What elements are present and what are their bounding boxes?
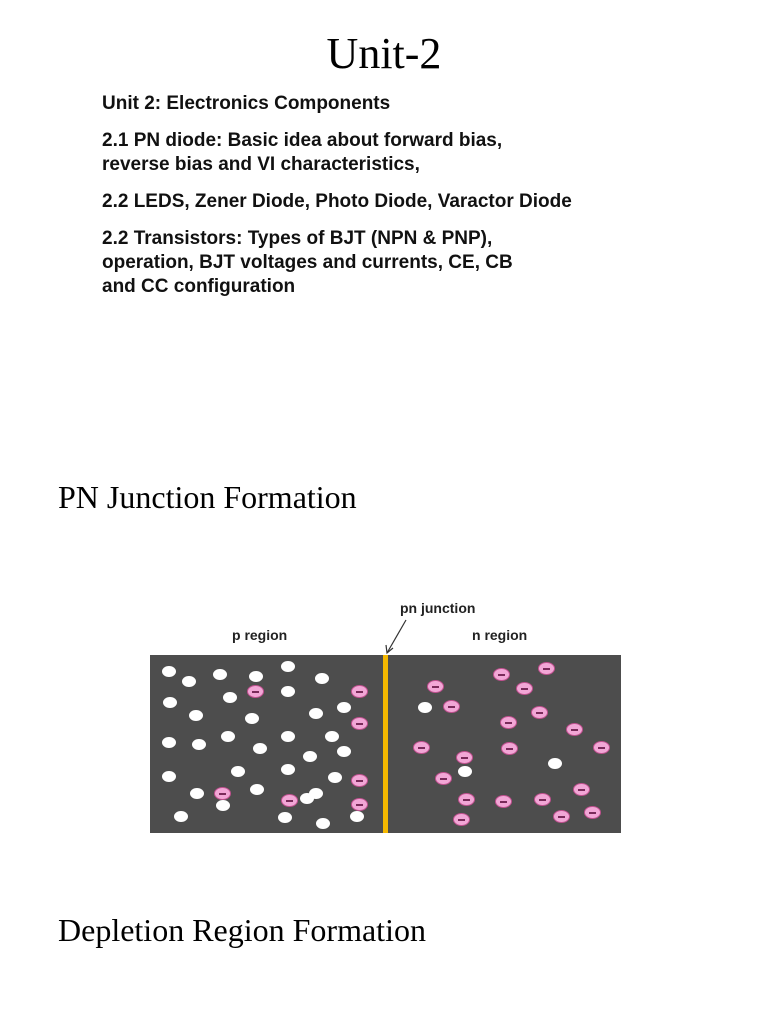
hole-carrier — [458, 766, 472, 777]
hole-carrier — [281, 764, 295, 775]
hole-carrier — [245, 713, 259, 724]
hole-carrier — [253, 743, 267, 754]
negative-ion — [281, 794, 298, 807]
negative-ion — [553, 810, 570, 823]
negative-ion — [573, 783, 590, 796]
negative-ion — [538, 662, 555, 675]
hole-carrier — [162, 666, 176, 677]
negative-ion — [351, 798, 368, 811]
hole-carrier — [309, 708, 323, 719]
hole-carrier — [190, 788, 204, 799]
pn-junction-diagram — [150, 596, 622, 836]
n-region-label: n region — [472, 627, 528, 643]
negative-ion — [427, 680, 444, 693]
hole-carrier — [281, 686, 295, 697]
hole-carrier — [281, 661, 295, 672]
syllabus-line: 2.2 Transistors: Types of BJT (NPN & PNP), — [102, 228, 493, 249]
hole-carrier — [216, 800, 230, 811]
syllabus-item — [102, 227, 702, 299]
hole-carrier — [162, 737, 176, 748]
syllabus-line: 2.2 LEDS, Zener Diode, Photo Diode, Varactor Diode — [102, 191, 572, 212]
pn-junction-heading: PN Junction Formation — [58, 479, 357, 515]
hole-carrier — [223, 692, 237, 703]
negative-ion — [413, 741, 430, 754]
hole-carrier — [278, 812, 292, 823]
hole-carrier — [316, 818, 330, 829]
negative-ion — [501, 742, 518, 755]
hole-carrier — [315, 673, 329, 684]
hole-carrier — [221, 731, 235, 742]
negative-ion — [443, 700, 460, 713]
hole-carrier — [192, 739, 206, 750]
hole-carrier — [231, 766, 245, 777]
syllabus-block — [102, 92, 702, 312]
negative-ion — [495, 795, 512, 808]
syllabus-line: reverse bias and VI characteristics, — [102, 154, 420, 175]
junction-line — [383, 655, 388, 833]
hole-carrier — [325, 731, 339, 742]
negative-ion — [435, 772, 452, 785]
depletion-region-heading: Depletion Region Formation — [58, 912, 426, 948]
hole-carrier — [303, 751, 317, 762]
hole-carrier — [328, 772, 342, 783]
hole-carrier — [281, 731, 295, 742]
negative-ion — [566, 723, 583, 736]
page-title: Unit-2 — [326, 29, 442, 78]
negative-ion — [584, 806, 601, 819]
hole-carrier — [337, 702, 351, 713]
hole-carrier — [249, 671, 263, 682]
syllabus-item — [102, 92, 702, 116]
syllabus-line: 2.1 PN diode: Basic idea about forward bias, — [102, 130, 503, 151]
syllabus-line: Unit 2: Electronics Components — [102, 93, 391, 114]
hole-carrier — [189, 710, 203, 721]
negative-ion — [214, 787, 231, 800]
hole-carrier — [182, 676, 196, 687]
negative-ion — [351, 774, 368, 787]
negative-ion — [351, 717, 368, 730]
negative-ion — [351, 685, 368, 698]
hole-carrier — [174, 811, 188, 822]
hole-carrier — [213, 669, 227, 680]
negative-ion — [593, 741, 610, 754]
hole-carrier — [350, 811, 364, 822]
negative-ion — [534, 793, 551, 806]
hole-carrier — [162, 771, 176, 782]
negative-ion — [531, 706, 548, 719]
negative-ion — [493, 668, 510, 681]
negative-ion — [456, 751, 473, 764]
hole-carrier — [300, 793, 314, 804]
hole-carrier — [337, 746, 351, 757]
hole-carrier — [418, 702, 432, 713]
syllabus-line: and CC configuration — [102, 276, 296, 297]
hole-carrier — [250, 784, 264, 795]
negative-ion — [500, 716, 517, 729]
negative-ion — [247, 685, 264, 698]
syllabus-item — [102, 190, 702, 214]
p-region-label: p region — [232, 627, 288, 643]
pn-junction-label: pn junction — [400, 600, 476, 616]
hole-carrier — [548, 758, 562, 769]
negative-ion — [458, 793, 475, 806]
negative-ion — [516, 682, 533, 695]
negative-ion — [453, 813, 470, 826]
hole-carrier — [163, 697, 177, 708]
syllabus-item — [102, 129, 702, 177]
syllabus-line: operation, BJT voltages and currents, CE, CB — [102, 252, 513, 273]
